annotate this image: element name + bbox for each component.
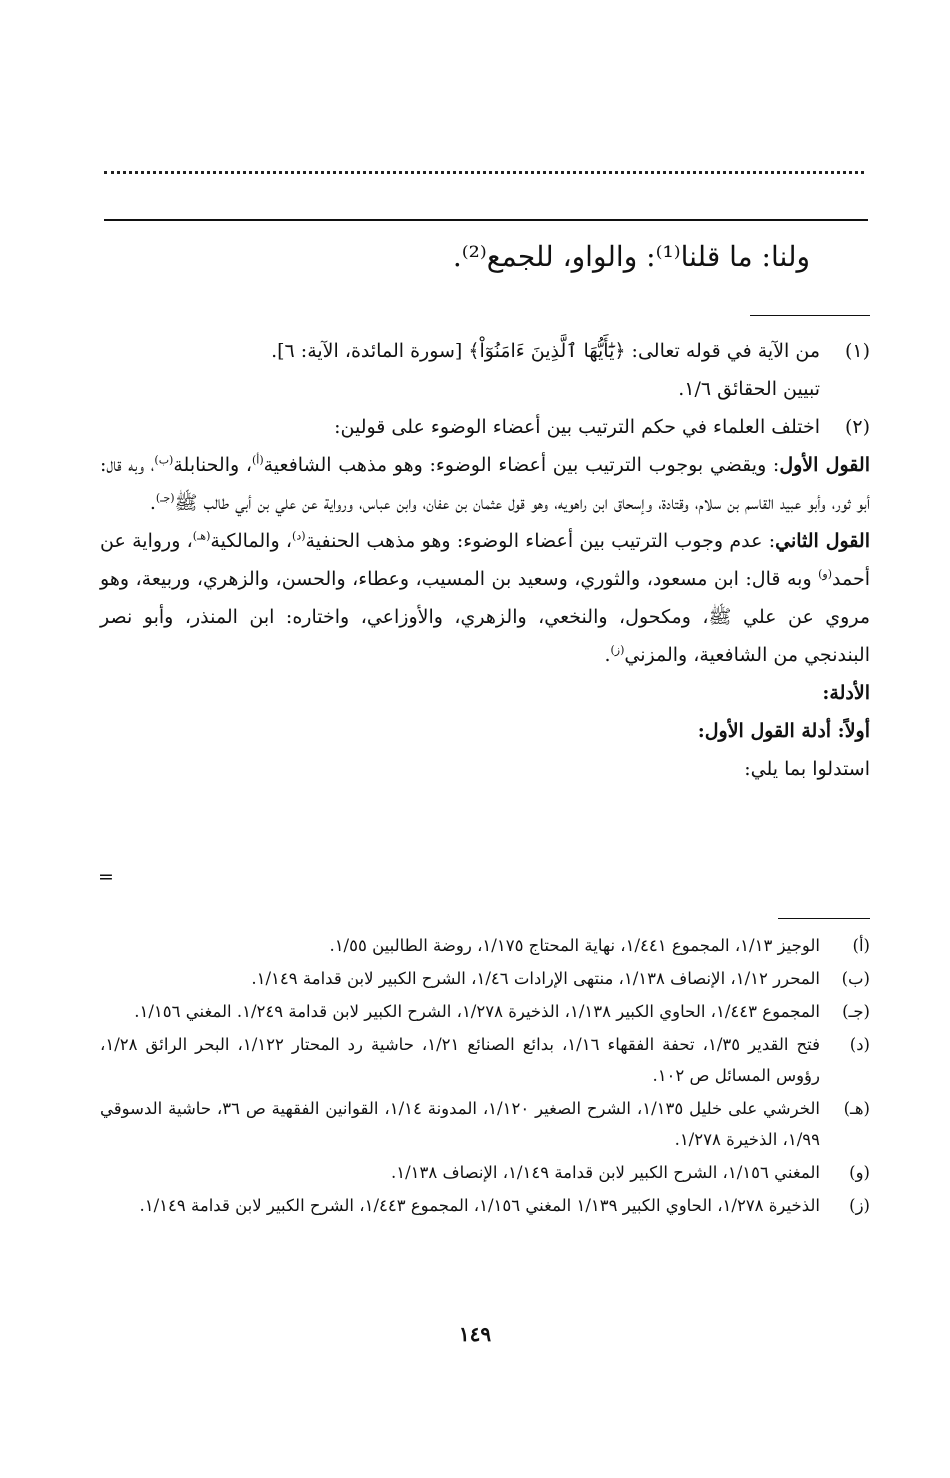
reference-notes xyxy=(100,930,870,1223)
first-opinion-text: ، والحنابلة xyxy=(173,454,252,476)
reference-note xyxy=(100,930,870,961)
first-opinion-label: القول الأول xyxy=(779,454,870,476)
first-opinion-text: : ويقضي بوجوب الترتيب بين أعضاء الوضوء: وهو مذهب الشافعية xyxy=(263,454,780,476)
footnote-1 xyxy=(100,332,870,408)
second-opinion-label: القول الثاني xyxy=(775,530,870,552)
note-label: (ز) xyxy=(849,1196,870,1215)
note-text: الخرشي على خليل ١/١٣٥، الشرح الصغير ١/١٢٠، المدونة ١/١٤، القوانين الفقهية ص ٣٦، حاشية الدسوقي ١/٩٩، الذخيرة ١/٢٧٨. xyxy=(100,1099,820,1149)
reference-note xyxy=(100,996,870,1027)
footnote-number: (٢) xyxy=(844,416,870,438)
note-text: الوجيز ١/١٣، المجموع ١/٤٤١، نهاية المحتاج ١/١٧٥، روضة الطالبين ١/٥٥. xyxy=(329,936,820,955)
evidence-heading: الأدلة: xyxy=(822,682,870,704)
note-text: المجموع ١/٤٤٣، الحاوي الكبير ١/١٣٨، الذخيرة ١/٢٧٨، الشرح الكبير لابن قدامة ١/٢٤٩. المغني ١/١٥٦. xyxy=(134,1002,820,1021)
second-opinion: القول الثاني: عدم وجوب الترتيب بين أعضاء الوضوء: وهو مذهب الحنفية$^{(د)}$، والمالكية$^{(هـ)}$، ورواية عن أحمد$^{(و)}$ وبه قال: ابن مسعود، والثوري، وسعيد بن المسيب، وعطاء، والحسن، والزهري، وربيعة، وهو مروي عن علي ﷺ، ومكحول، والنخعي، والزهري، والأوزاعي، واختاره: ابن المنذر، وأبو نصر البندنجي من الشافعية، والمزني$^{(ز)}$. xyxy=(100,529,870,666)
reference-note xyxy=(100,1093,870,1155)
ref-mark: (هـ) xyxy=(192,529,211,543)
ref-mark: (ب) xyxy=(154,453,174,467)
top-rule xyxy=(104,219,868,221)
ref-mark: (ز) xyxy=(610,643,625,657)
note-text: المغني ١/١٥٦، الشرح الكبير لابن قدامة ١/١٤٩، الإنصاف ١/١٣٨. xyxy=(390,1163,820,1182)
reference-note xyxy=(100,1157,870,1188)
reference-note xyxy=(100,1190,870,1221)
reference-note xyxy=(100,963,870,994)
main-text-line: ولنا: ما قلنا⁽¹⁾: والواو، للجمع⁽²⁾. xyxy=(452,240,810,273)
footnote-1-line1: من الآية في قوله تعالى: ﴿يَٰٓأَيُّهَا ٱلَّذِينَ ءَامَنُوٓاْ﴾ [سورة المائدة، الآية: ٦]. xyxy=(271,340,820,362)
ref-mark: (د) xyxy=(292,529,306,543)
first-opinion-text: ، وبه قال: أبو ثور، وأبو عبيد القاسم بن سلام، وقتادة، وإسحاق ابن راهويه، وهو قول عثمان بن عفان، وابن عباس، ورواية عن علي بن أبي طالب ﷺ xyxy=(100,454,870,514)
second-opinion-text: وبه قال: ابن مسعود، والثوري، وسعيد بن المسيب، وعطاء، والحسن، والزهري، وربيعة، وهو مروي عن علي ﷺ، ومكحول، والنخعي، والزهري، والأوزاعي، واختاره: ابن المنذر، وأبو نصر البندنجي من الشافعية، والمزني xyxy=(100,568,870,666)
continuation-mark: = xyxy=(98,866,114,888)
dotted-separator xyxy=(104,171,864,174)
ref-mark: (و) xyxy=(818,567,833,581)
note-label: (جـ) xyxy=(842,1002,870,1021)
page-number: ١٤٩ xyxy=(458,1322,492,1346)
second-opinion-text: : عدم وجوب الترتيب بين أعضاء الوضوء: وهو مذهب الحنفية xyxy=(305,530,776,552)
footnote-2-intro: اختلف العلماء في حكم الترتيب بين أعضاء الوضوء على قولين: xyxy=(334,416,820,438)
footnotes-block xyxy=(100,332,870,788)
second-opinion-text: ، ورواية عن أحمد xyxy=(100,530,870,590)
notes-separator xyxy=(778,918,870,919)
note-text: فتح القدير ١/٣٥، تحفة الفقهاء ١/١٦، بدائع الصنائع ١/٢١، حاشية رد المحتار ١/١٢٢، البحر الرائق ١/٢٨، رؤوس المسائل ص ١٠٢. xyxy=(100,1035,820,1085)
ref-mark: (جـ) xyxy=(155,491,175,505)
footnote-2 xyxy=(100,408,870,446)
note-label: (د) xyxy=(849,1035,870,1054)
second-opinion-text: ، والمالكية xyxy=(210,530,293,552)
note-label: (أ) xyxy=(852,936,870,955)
reference-note xyxy=(100,1029,870,1091)
note-text: الذخيرة ١/٢٧٨، الحاوي الكبير ١/١٣٩ المغني ١/١٥٦، المجموع ١/٤٤٣، الشرح الكبير لابن قدامة ١/١٤٩. xyxy=(139,1196,820,1215)
footnote-separator xyxy=(750,315,870,316)
footnote-number: (١) xyxy=(844,340,870,362)
argued-line: استدلوا بما يلي: xyxy=(744,758,870,780)
footnote-1-line2: تبيين الحقائق ١/٦. xyxy=(678,378,820,400)
ref-mark: (أ) xyxy=(251,453,264,467)
note-label: (ب) xyxy=(841,969,870,988)
first-evidence-heading: أولاً: أدلة القول الأول: xyxy=(697,720,870,742)
note-label: (هـ) xyxy=(843,1099,870,1118)
note-text: المحرر ١/١٢، الإنصاف ١/١٣٨، منتهى الإرادات ١/٤٦، الشرح الكبير لابن قدامة ١/١٤٩. xyxy=(251,969,820,988)
first-opinion: القول الأول: ويقضي بوجوب الترتيب بين أعضاء الوضوء: وهو مذهب الشافعية$^{(أ)}$، والحنابلة$^{(ب)}$، وبه قال: أبو ثور، وأبو عبيد القاسم بن سلام، وقتادة، وإسحاق ابن راهويه، وهو قول عثمان بن عفان، وابن عباس، ورواية عن علي بن أبي طالب ﷺ$^{(جـ)}$. xyxy=(100,453,870,514)
note-label: (و) xyxy=(849,1163,870,1182)
